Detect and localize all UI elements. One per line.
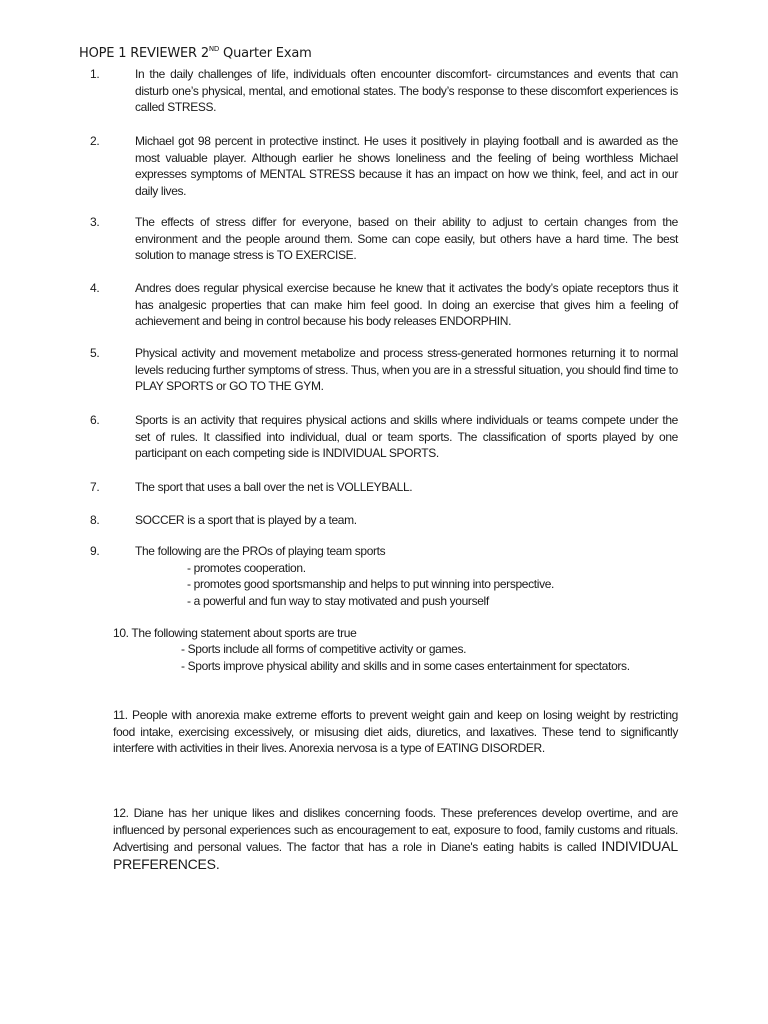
question-number: 1. <box>90 67 100 81</box>
title-superscript: ND <box>208 45 220 53</box>
question-text: 12. Diane has her unique likes and dislikes concerning foods. These preferences develop overtime, and are influenced by personal experiences such as encouragement to eat, exposure to food, family customs and rituals. Advertising and personal values. The factor that has a role in Diane's eating habits is called <box>113 806 678 854</box>
question-text: The following are the PROs of playing team sports <box>135 544 386 558</box>
question-12 <box>113 805 678 873</box>
question-text: Physical activity and movement metabolize and process stress-generated hormones returning it to normal levels reducing further symptoms of stress. Thus, when you are in a stressful situation, you should find time to PLAY SPORTS or GO TO THE GYM. <box>135 346 678 393</box>
question-text: Sports is an activity that requires physical actions and skills where individuals or teams compete under the set of rules. It classified into individual, dual or team sports. The classification of sports played by one participant on each competing side is INDIVIDUAL SPORTS. <box>135 413 678 460</box>
question-text: The sport that uses a ball over the net is VOLLEYBALL. <box>135 480 413 494</box>
question-text: In the daily challenges of life, individuals often encounter discomfort- circumstances and events that can disturb one’s physical, mental, and emotional states. The body’s response to these discomfort experiences is called STRESS. <box>135 67 678 114</box>
question-9 <box>90 543 678 560</box>
list-item: - promotes good sportsmanship and helps to put winning into perspective. <box>187 577 555 591</box>
document-title <box>79 45 312 61</box>
question-7 <box>90 479 678 496</box>
question-8 <box>90 512 678 529</box>
question-1 <box>90 66 678 116</box>
question-number: 7. <box>90 480 100 494</box>
title-text: HOPE 1 REVIEWER 2 <box>79 46 209 61</box>
question-number: 9. <box>90 544 100 558</box>
list-item: - a powerful and fun way to stay motivated and push yourself <box>187 594 489 608</box>
question-text: Michael got 98 percent in protective instinct. He uses it positively in playing football and is awarded as the most valuable player. Although earlier he shows loneliness and the feeling of being worthless Michael expresses symptoms of MENTAL STRESS because it has an impact on how we think, feel, and act in our daily lives. <box>135 134 678 198</box>
list-item: - Sports include all forms of competitive activity or games. <box>181 642 467 656</box>
question-text: SOCCER is a sport that is played by a team. <box>135 513 357 527</box>
question-4 <box>90 280 678 330</box>
question-number: 8. <box>90 513 100 527</box>
question-5 <box>90 345 678 395</box>
question-10: 10. The following statement about sports are true <box>113 626 357 640</box>
list-item: - Sports improve physical ability and skills and in some cases entertainment for spectators. <box>181 659 630 673</box>
list-item: - promotes cooperation. <box>187 561 306 575</box>
question-11: 11. People with anorexia make extreme efforts to prevent weight gain and keep on losing weight by restricting food intake, exercising excessively, or misusing diet aids, diuretics, and laxatives. These tend to significantly interfere with activities in their lives. Anorexia nervosa is a type of EATING DISORDER. <box>113 708 678 755</box>
question-text: Andres does regular physical exercise because he knew that it activates the body’s opiate receptors thus it has analgesic properties that can make him feel good. In doing an exercise that gives him a feeling of achievement and being in control because his body releases ENDORPHIN. <box>135 281 678 328</box>
title-text-end: Quarter Exam <box>219 46 312 61</box>
question-2 <box>90 133 678 199</box>
question-number: 2. <box>90 134 100 148</box>
answer-text: INDIVIDUAL PREFERENCES. <box>113 838 678 872</box>
question-number: 5. <box>90 346 100 360</box>
question-3 <box>90 214 678 264</box>
question-6 <box>90 412 678 462</box>
question-number: 6. <box>90 413 100 427</box>
question-number: 3. <box>90 215 100 229</box>
question-number: 4. <box>90 281 100 295</box>
question-text: The effects of stress differ for everyone, based on their ability to adjust to certain changes from the environment and the people around them. Some can cope easily, but others have a hard time. The best solution to manage stress is TO EXERCISE. <box>135 215 678 262</box>
